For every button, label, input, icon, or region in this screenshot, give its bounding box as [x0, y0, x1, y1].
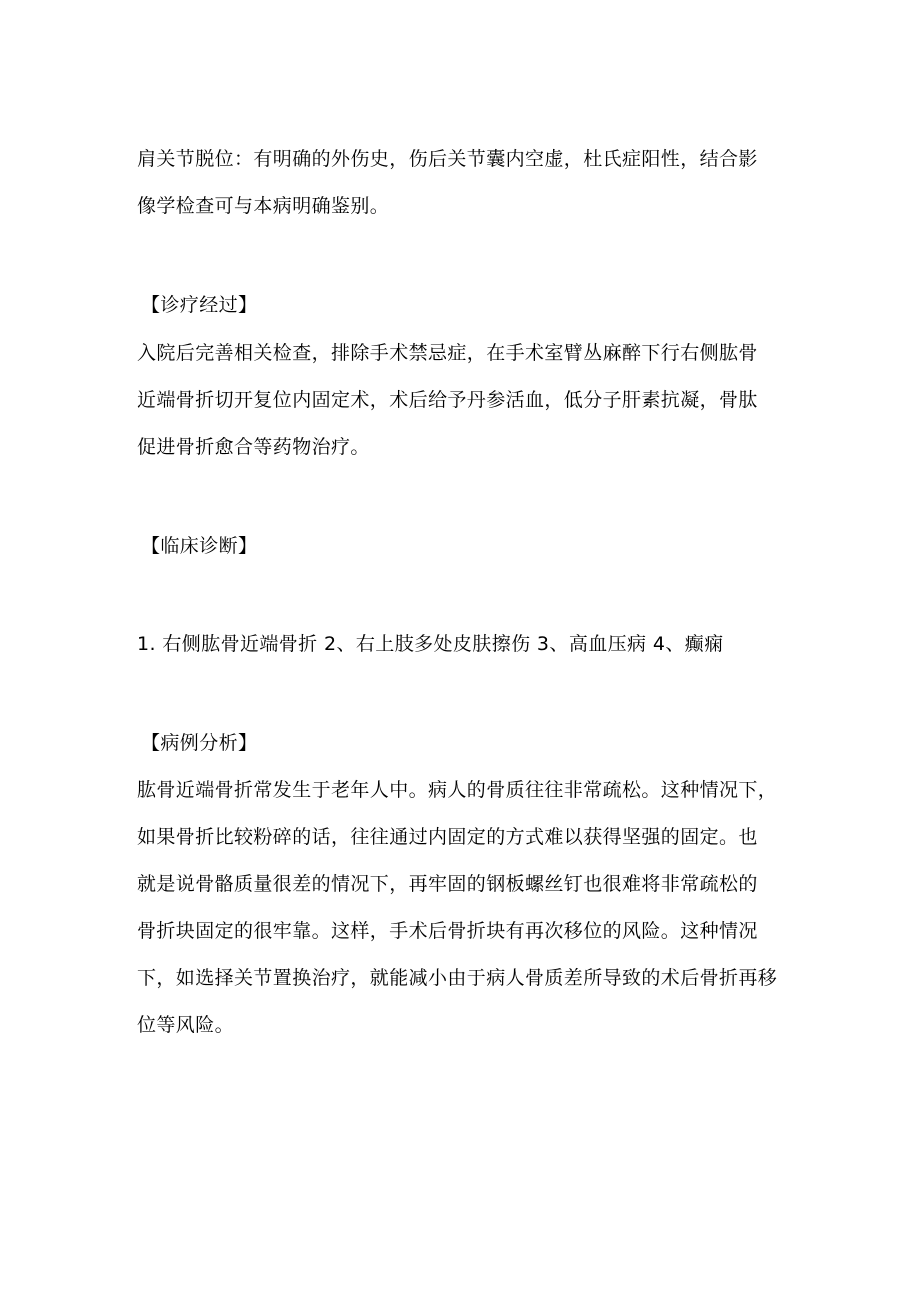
analysis-heading: 【病例分析】: [141, 732, 258, 754]
analysis-line-4: 骨折块固定的很牢靠。这样，手术后骨折块有再次移位的风险。这种情况: [137, 920, 758, 942]
differential-line-1: 肩关节脱位：有明确的外伤史，伤后关节囊内空虚，杜氏症阳性，结合影: [137, 148, 758, 170]
treatment-line-3: 促进骨折愈合等药物治疗。: [137, 436, 370, 458]
analysis-line-3: 就是说骨骼质量很差的情况下，再牢固的钢板螺丝钉也很难将非常疏松的: [137, 873, 758, 895]
diagnosis-heading: 【临床诊断】: [141, 535, 258, 557]
analysis-line-2: 如果骨折比较粉碎的话，往往通过内固定的方式难以获得坚强的固定。也: [137, 826, 758, 848]
analysis-line-1: 肱骨近端骨折常发生于老年人中。病人的骨质往往非常疏松。这种情况下，: [137, 779, 778, 801]
analysis-line-6: 位等风险。: [137, 1014, 235, 1036]
treatment-line-2: 近端骨折切开复位内固定术，术后给予丹参活血，低分子肝素抗凝，骨肽: [137, 389, 758, 411]
analysis-line-5: 下，如选择关节置换治疗，就能减小由于病人骨质差所导致的术后骨折再移: [137, 967, 778, 989]
treatment-heading: 【诊疗经过】: [141, 294, 258, 316]
differential-line-2: 像学检查可与本病明确鉴别。: [137, 195, 390, 217]
treatment-line-1: 入院后完善相关检查，排除手术禁忌症，在手术室臂丛麻醉下行右侧肱骨: [137, 342, 758, 364]
diagnosis-line-1: 1. 右侧肱骨近端骨折 2、右上肢多处皮肤擦伤 3、高血压病 4、癫痫: [137, 633, 724, 655]
